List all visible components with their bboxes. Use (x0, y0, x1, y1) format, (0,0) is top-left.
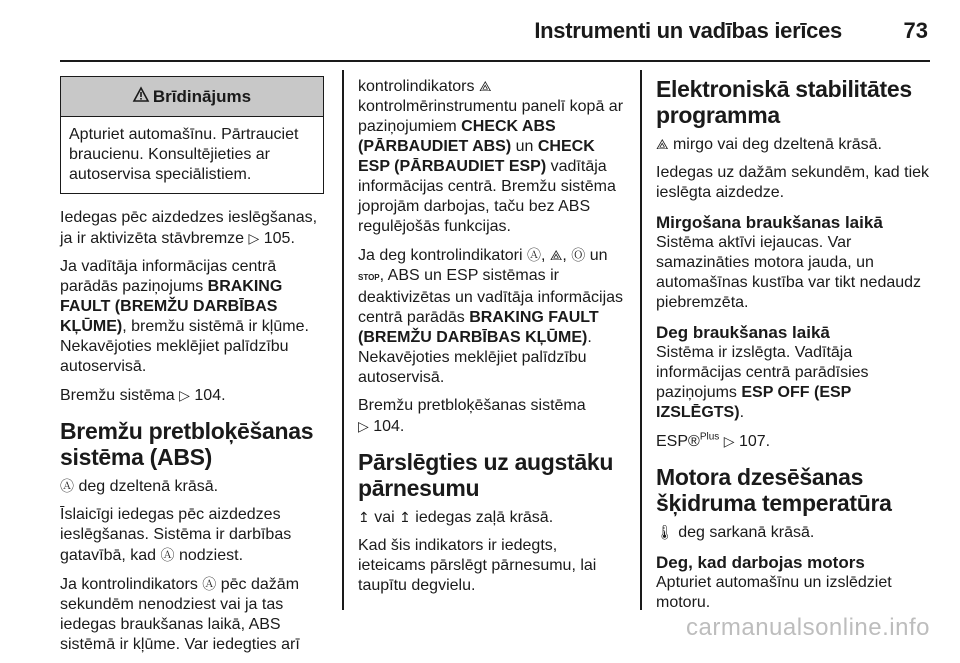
abs-warning-icon: Ⓐ (160, 547, 175, 563)
paragraph: ESP®$^{Plus}$ ▷ 107. (656, 431, 771, 450)
upshift-arrow-icon: ↥ (399, 509, 411, 525)
paragraph: Apturiet automašīnu un izslēdziet motoru. (656, 574, 892, 611)
paragraph: ⟁ mirgo vai deg dzeltenā krāsā. (656, 136, 882, 153)
subsection-heading: Deg braukšanas laikā (656, 323, 830, 342)
paragraph: Kad šis indikators ir iedegts, ieteicams pārslēgt pārnesumu, lai taupītu degvielu. (358, 537, 597, 594)
paragraph: ↥ vai ↥ iedegas zaļā krāsā. (358, 509, 554, 526)
page-ref-arrow-icon: ▷ (358, 418, 369, 434)
paragraph: Ja deg kontrolindikatori Ⓐ, ⟁, Ⓞ un STOP, ABS un ESP sistēmas ir deaktivizētas un vadītāja informācijas centrā parādās BRAKING FAULT (BREMŽU DARBĪBAS KĻŪME). Nekavējoties meklējiet palīdzību autoservisā. (358, 247, 624, 386)
paragraph: 🌡 deg sarkanā krāsā. (656, 524, 815, 541)
column-divider (640, 70, 642, 610)
page-header (60, 18, 930, 56)
paragraph: Iedegas uz dažām sekundēm, kad tiek ieslēgta aizdedze. (656, 164, 930, 201)
paragraph: Sistēma ir izslēgta. Vadītāja informācijas centrā parādīsies paziņojums ESP OFF (ESP IZSLĒGTS). (656, 344, 869, 421)
column-divider (342, 70, 344, 610)
warning-header (61, 77, 323, 117)
abs-warning-icon: Ⓐ (202, 576, 217, 592)
stop-icon: STOP (358, 273, 380, 282)
abs-warning-icon: Ⓐ (527, 247, 541, 263)
brake-system-icon: Ⓞ (571, 247, 586, 263)
column-3 (656, 76, 936, 621)
paragraph: Ja kontrolindikators Ⓐ pēc dažām sekundēm nenodziest vai ja tas iedegas braukšanas laikā, ABS sistēmā ir kļūme. Var iedegties arī (60, 576, 300, 653)
abs-warning-icon: Ⓐ (60, 478, 74, 494)
warning-triangle-icon (133, 87, 149, 107)
warning-title: Brīdinājums (152, 86, 252, 106)
paragraph: Sistēma aktīvi iejaucas. Var samazināties motora jauda, un automašīnas kustība var tikt nedaudz piebremzēta. (656, 234, 922, 311)
section-heading-upshift: Pārslēgties uz augstāku pārnesumu (358, 449, 614, 501)
section-heading-esp: Elektroniskā stabilitātes programma (656, 76, 912, 128)
warning-box (60, 76, 324, 194)
column-2 (358, 76, 626, 604)
watermark: carmanualsonline.info (686, 614, 930, 641)
paragraph: Ja vadītāja informācijas centrā parādās paziņojums BRAKING FAULT (BREMŽU DARBĪBAS KĻŪME), bremžu sistēmā ir kļūme. Nekavējoties meklējiet palīdzību autoservisā. (60, 258, 309, 375)
section-heading-abs: Bremžu pretbloķēšanas sistēma (ABS) (60, 418, 314, 470)
header-divider (60, 60, 930, 62)
paragraph: Iedegas pēc aizdedzes ieslēgšanas, ja ir aktivizēta stāvbremze ▷ 105. (60, 209, 318, 247)
subsection-heading: Mirgošana braukšanas laikā (656, 213, 883, 232)
paragraph: kontrolindikators ⟁ kontrolmērinstrumentu panelī kopā ar paziņojumiem CHECK ABS (PĀRBAUDIET ABS) un CHECK ESP (PĀRBAUDIET ESP) vadītāja informācijas centrā. Bremžu sistēma joprojām darbojas, taču bez ABS regulējošās funkcijas. (358, 78, 624, 235)
esp-skid-icon: ⟁ (656, 136, 669, 152)
section-heading-coolant: Motora dzesēšanas šķidruma temperatūra (656, 464, 892, 516)
paragraph: Īslaicīgi iedegas pēc aizdedzes ieslēgšanas. Sistēma ir darbības gatavībā, kad Ⓐ nodziest. (60, 506, 292, 564)
column-1 (60, 76, 328, 663)
esp-skid-icon: ⟁ (478, 78, 492, 94)
paragraph: Bremžu pretbloķēšanas sistēma ▷ 104. (358, 397, 586, 435)
page-ref-arrow-icon: ▷ (179, 387, 190, 403)
page-title: Instrumenti un vadības ierīces (534, 18, 842, 43)
coolant-temperature-icon: 🌡 (656, 524, 674, 540)
paragraph: Bremžu sistēma ▷ 104. (60, 387, 226, 404)
upshift-arrow-icon: ↥ (358, 509, 370, 525)
esp-skid-icon: ⟁ (549, 247, 563, 263)
subsection-heading: Deg, kad darbojas motors (656, 553, 865, 572)
page-number: 73 (903, 18, 928, 43)
paragraph: Ⓐ deg dzeltenā krāsā. (60, 478, 219, 495)
warning-text: Apturiet automašīnu. Pārtrauciet braucienu. Konsultējieties ar autoservisa speciālistiem. (69, 126, 299, 183)
page-ref-arrow-icon: ▷ (248, 230, 260, 246)
page-ref-arrow-icon: ▷ (723, 433, 735, 449)
